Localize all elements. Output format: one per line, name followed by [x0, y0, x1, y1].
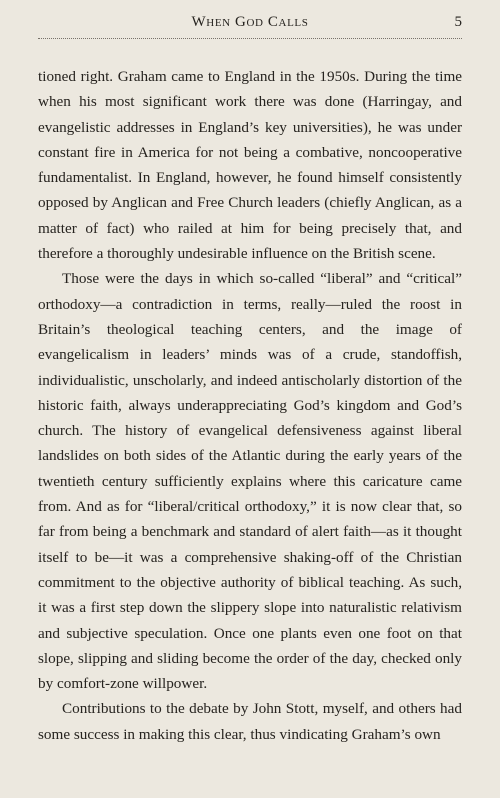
paragraph-1: tioned right. Graham came to England in the 1950s. During the time when his most significant work there was done (Harringay, and evangelistic addresses in England’s key universities), he was under constant fire in America for not being a combative, noncooperative fundamentalist. In England, however, he found himself consistently opposed by Anglican and Free Church leaders (chiefly Anglican, as a matter of fact) who railed at him for being precisely that, and therefore a thoroughly undesirable influence on the British scene.	[38, 68, 462, 263]
body-text	[38, 64, 462, 747]
paragraph-3: Contributions to the debate by John Stott, myself, and others had some success in making this clear, thus vindicating Graham’s own	[38, 700, 462, 743]
running-title: When God Calls	[191, 14, 309, 30]
paragraph-2: Those were the days in which so-called “liberal” and “critical” orthodoxy—a contradiction in terms, really—ruled the roost in Britain’s theological teaching centers, and the image of evangelicalism in leaders’ minds was of a crude, standoffish, individualistic, unscholarly, and indeed antischolarly distortion of the historic faith, always underappreciating God’s kingdom and God’s church. The history of evangelical defensiveness against liberal landslides on both sides of the Atlantic during the early years of the twentieth century sufficiently explains where this caricature came from. And as for “liberal/critical orthodoxy,” it is now clear that, so far from being a benchmark and standard of alert faith—as it thought itself to be—it was a comprehensive shaking-off of the Christian commitment to the objective authority of biblical teaching. As such, it was a first step down the slippery slope into naturalistic relativism and subjective speculation. Once one plants even one foot on that slope, slipping and sliding become the order of the day, checked only by comfort-zone willpower.	[38, 270, 462, 693]
running-head	[38, 14, 462, 36]
page-number: 5	[454, 14, 462, 30]
header-rule	[38, 38, 462, 39]
